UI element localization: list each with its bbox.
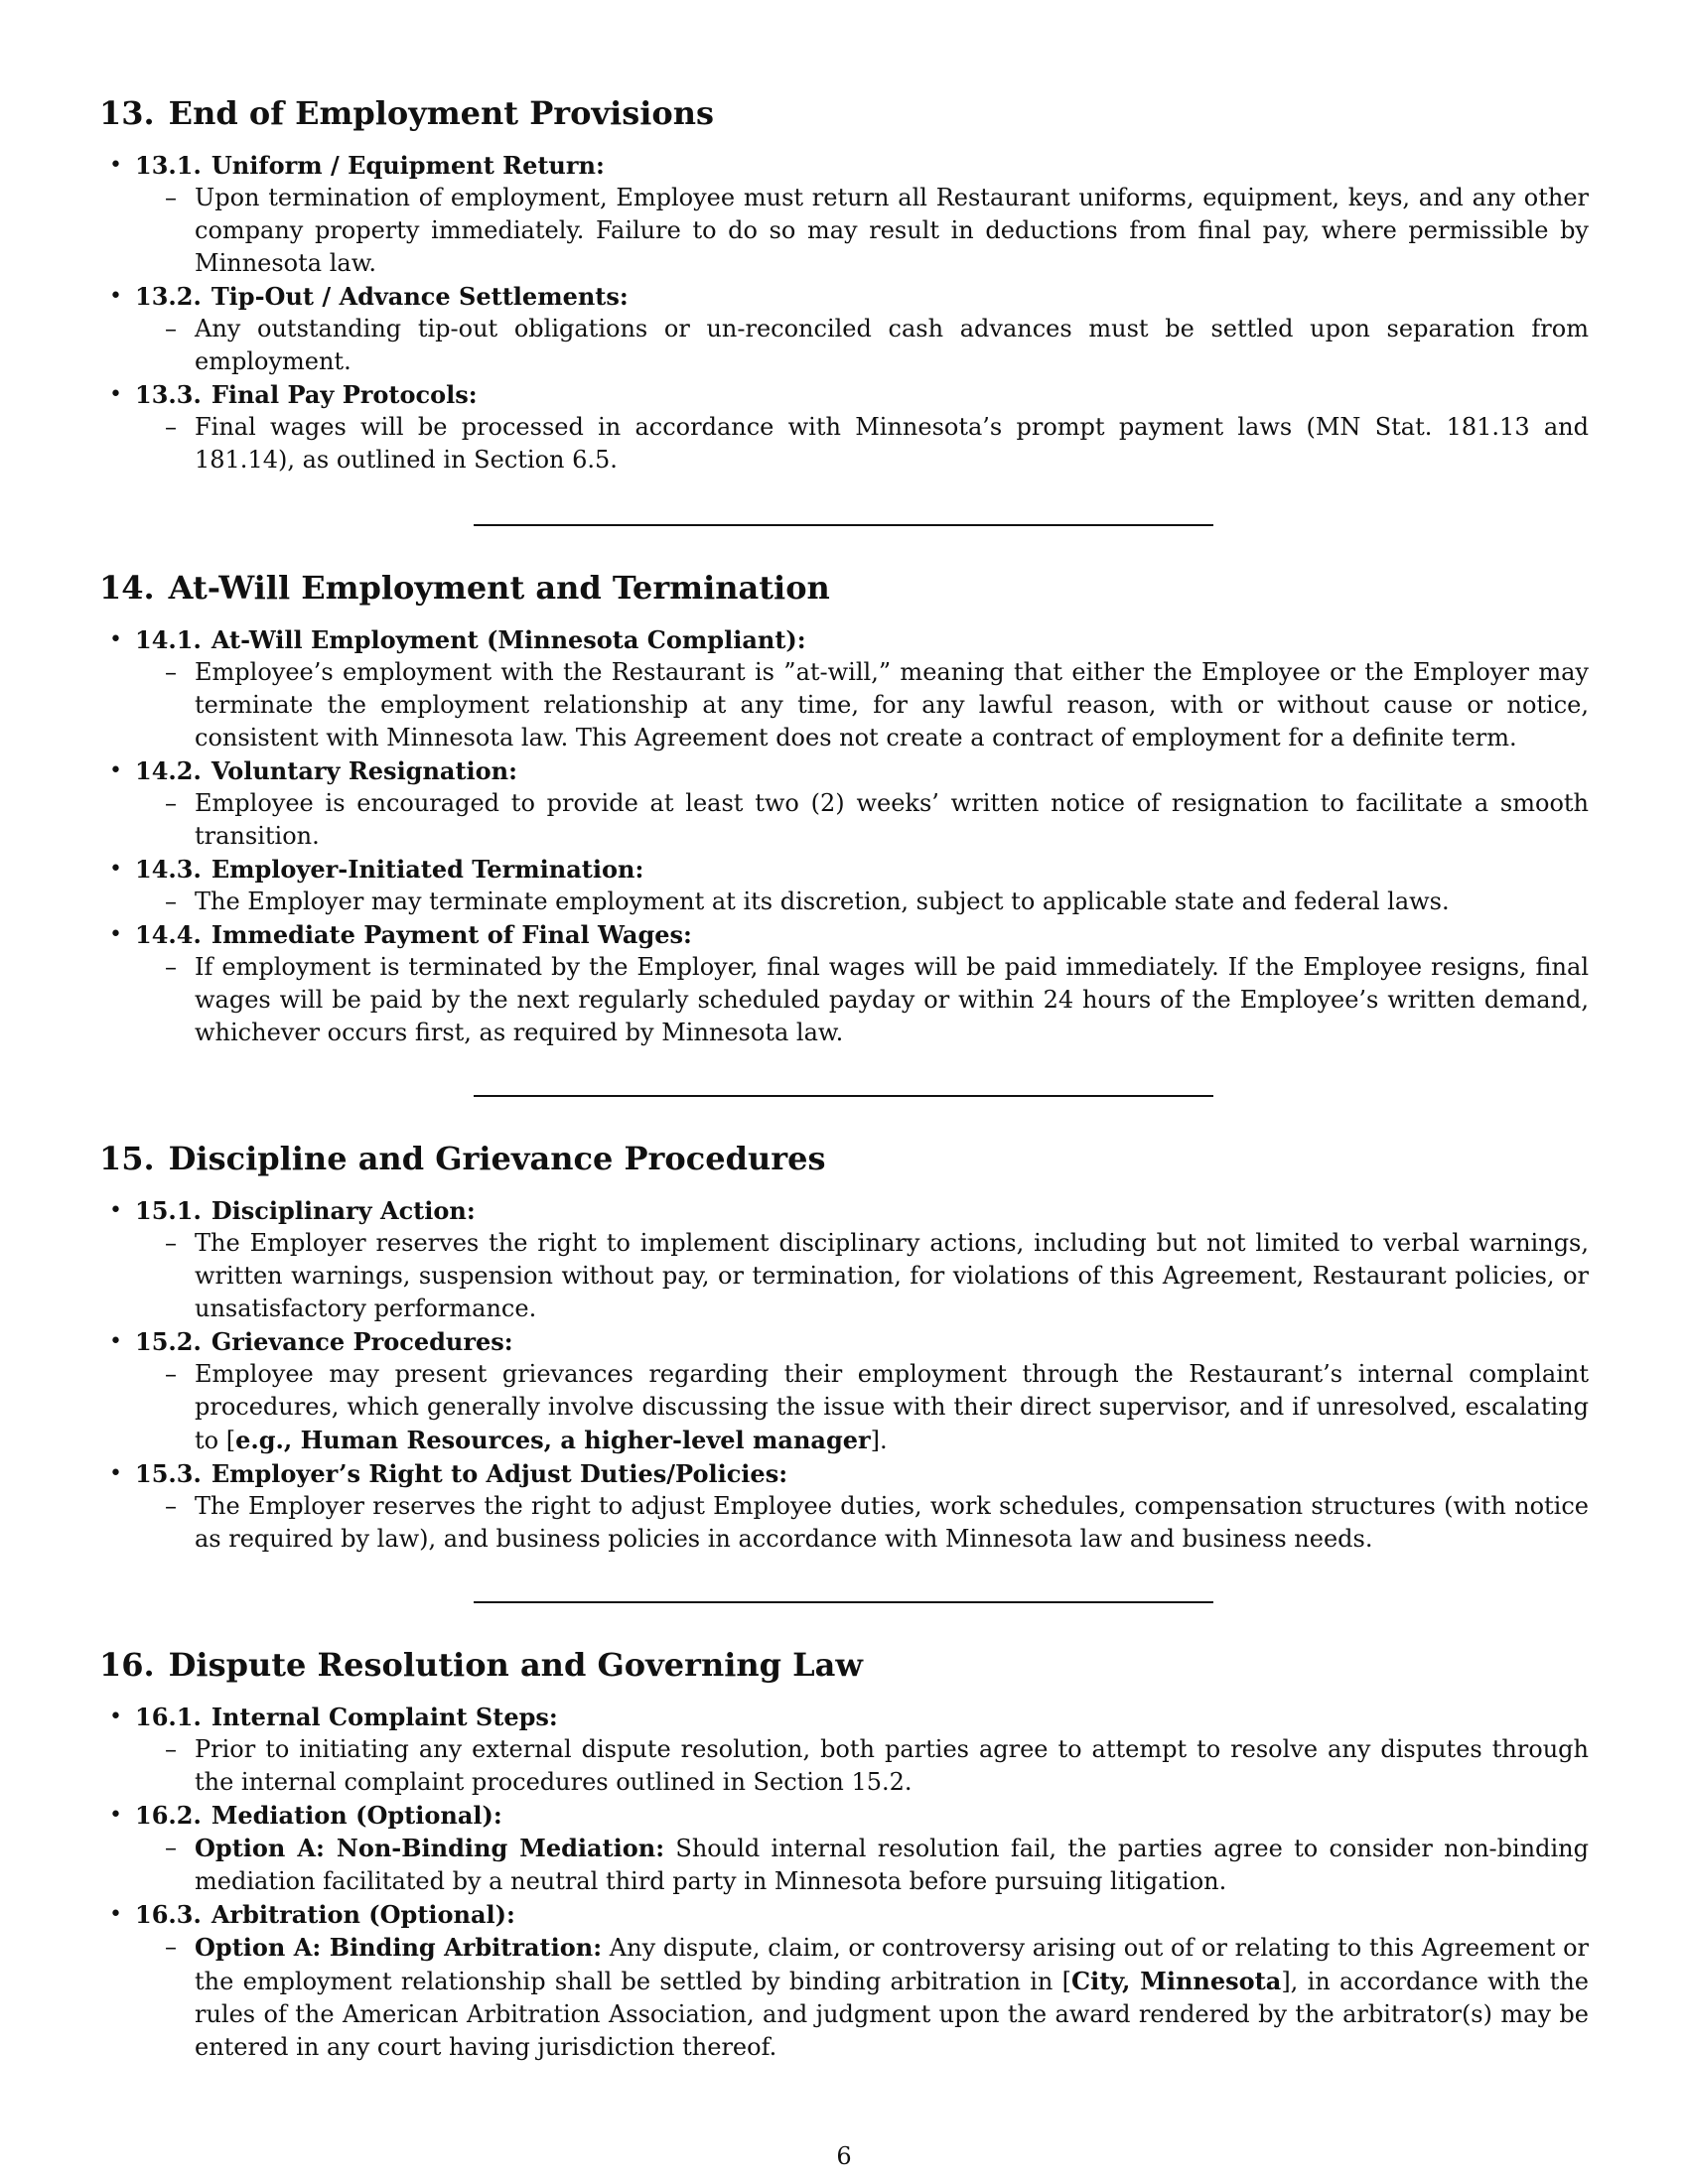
bullet-icon: • [109,1902,122,1927]
section-title: Dispute Resolution and Governing Law [168,1646,863,1684]
section-number: 15. [99,1140,155,1177]
item-text [165,1931,1590,2064]
bullet-icon: • [109,758,122,783]
list-item [109,754,1589,853]
item-number: 16.2. [135,1801,202,1830]
dash-icon: – [165,953,177,981]
item-text [165,886,1589,918]
item-number: 16.3. [135,1900,202,1929]
dash-icon: – [165,413,177,441]
item-title: Uniform / Equipment Return: [211,151,605,180]
item-body: Final wages will be processed in accordance with Minnesota’s prompt payment laws (MN Stat. 181.13 and 181.14), as outlined in Section 6.5. [195,413,1589,474]
bullet-icon: • [109,153,122,178]
item-text [165,1733,1589,1799]
item-title: Disciplinary Action: [211,1196,476,1225]
item-body: Upon termination of employment, Employee must return all Restaurant uniforms, equipment, keys, and any other company property immediately. Failure to do so may result in deductions from final pay, where permissible by Minnesota law. [195,184,1589,277]
section-number: 14. [99,569,155,607]
bullet-icon: • [109,284,122,309]
item-number: 14.3. [135,855,202,884]
list-item [109,378,1589,477]
list-item [109,853,1589,918]
bullet-icon: • [109,1803,122,1828]
item-body: The Employer reserves the right to adjust Employee duties, work schedules, compensation structures (with notice as required by law), and business policies in accordance with Minnesota law and business needs. [195,1492,1589,1553]
item-number: 14.2. [135,756,202,785]
dash-icon: – [165,1360,177,1388]
item-body-end: ], in accordance with the rules of the American Arbitration Association, and judgment upon the award rendered by the arbitrator(s) may be entered in any court having jurisdiction thereof. [195,1968,1589,2061]
item-title: Immediate Payment of Final Wages: [211,920,692,949]
option-label: Option A: Binding Arbitration: [195,1933,603,1962]
item-title: Internal Complaint Steps: [211,1703,558,1731]
item-body: Any outstanding tip-out obligations or un-reconciled cash advances must be settled upon separation from employment. [195,315,1589,375]
dash-icon: – [165,887,177,915]
item-text [165,1490,1589,1556]
section-heading [99,1137,1589,1180]
list-item [109,623,1589,754]
section-heading [99,91,1589,135]
section-16 [99,1643,1589,2064]
item-number: 15.3. [135,1459,202,1488]
dash-icon: – [165,1492,177,1520]
item-body-bold: City, Minnesota [1071,1967,1282,1995]
section-14 [99,566,1589,1049]
section-heading [99,566,1589,610]
item-number: 13.3. [135,380,202,409]
item-text [165,951,1589,1049]
list-item [109,1457,1589,1556]
item-body-bold: e.g., Human Resources, a higher-level manager [235,1426,871,1454]
item-title: Employer’s Right to Adjust Duties/Policies: [211,1459,788,1488]
list-item [109,1898,1590,2064]
dash-icon: – [165,789,177,817]
bullet-icon: • [109,382,122,407]
item-text [165,1227,1589,1325]
item-text [165,787,1589,853]
item-body-end: ]. [870,1427,888,1454]
dash-icon: – [165,658,177,686]
section-title: Discipline and Grievance Procedures [168,1140,826,1177]
bullet-icon: • [109,1461,122,1486]
section-15 [99,1137,1589,1556]
item-number: 14.4. [135,920,202,949]
item-title: Employer-Initiated Termination: [211,855,644,884]
item-body: Any dispute, claim, or controversy arising out of or relating to this Agreement or the employment relationship shall be settled by binding arbitration in [ [195,1934,1590,1995]
item-body: Employee’s employment with the Restaurant is ”at-will,” meaning that either the Employee or the Employer may terminate the employment relationship at any time, for any lawful reason, with or without cause or notice, consistent with Minnesota law. This Agreement does not create a contract of employment for a definite term. [195,658,1589,751]
list-item [109,1325,1589,1457]
bullet-icon: • [109,627,122,652]
dash-icon: – [165,315,177,342]
item-text [165,411,1589,477]
bullet-icon: • [109,857,122,882]
list-item [109,280,1589,378]
section-number: 13. [99,94,155,132]
item-title: Tip-Out / Advance Settlements: [211,282,629,311]
item-title: Voluntary Resignation: [211,756,517,785]
item-body: Prior to initiating any external dispute resolution, both parties agree to attempt to resolve any disputes through the internal complaint procedures outlined in Section 15.2. [195,1735,1589,1796]
section-title: End of Employment Provisions [168,94,715,132]
item-title: Arbitration (Optional): [211,1900,515,1929]
item-title: Grievance Procedures: [211,1327,513,1356]
item-body: The Employer reserves the right to implement disciplinary actions, including but not limited to verbal warnings, written warnings, suspension without pay, or termination, for violations of this Agreement, Restaurant policies, or unsatisfactory performance. [195,1229,1589,1322]
bullet-icon: • [109,1329,122,1354]
item-number: 13.2. [135,282,202,311]
item-body: Should internal resolution fail, the parties agree to consider non-binding mediation facilitated by a neutral third party in Minnesota before pursuing litigation. [195,1835,1589,1895]
dash-icon: – [165,1834,177,1861]
list-item [109,1194,1589,1325]
section-divider [474,1601,1213,1603]
section-title: At-Will Employment and Termination [168,569,830,607]
item-body: If employment is terminated by the Employer, final wages will be paid immediately. If the Employee resigns, final wages will be paid by the next regularly scheduled payday or within 24 hours of the Employee’s written demand, whichever occurs first, as required by Minnesota law. [195,953,1589,1046]
item-text [165,182,1589,280]
item-text [165,1832,1589,1898]
item-number: 15.2. [135,1327,202,1356]
item-title: Mediation (Optional): [211,1801,502,1830]
section-divider [474,524,1213,526]
bullet-icon: • [109,1198,122,1223]
page-number: 6 [836,2142,852,2170]
item-number: 16.1. [135,1703,202,1731]
list-item [109,918,1589,1049]
item-number: 15.1. [135,1196,202,1225]
bullet-icon: • [109,922,122,947]
dash-icon: – [165,1933,177,1961]
item-text [165,313,1589,378]
section-13 [99,91,1589,477]
section-heading [99,1643,1589,1687]
item-title: At-Will Employment (Minnesota Compliant): [211,625,806,654]
bullet-icon: • [109,1705,122,1729]
item-title: Final Pay Protocols: [211,380,478,409]
item-body: The Employer may terminate employment at its discretion, subject to applicable state and federal laws. [195,887,1450,915]
item-number: 13.1. [135,151,202,180]
list-item [109,1799,1589,1898]
dash-icon: – [165,1735,177,1763]
section-divider [474,1095,1213,1097]
item-text [165,1358,1589,1457]
list-item [109,149,1589,280]
list-item [109,1701,1589,1799]
section-number: 16. [99,1646,155,1684]
dash-icon: – [165,1229,177,1257]
option-label: Option A: Non-Binding Mediation: [195,1834,665,1862]
item-body: Employee is encouraged to provide at least two (2) weeks’ written notice of resignation to facilitate a smooth transition. [195,789,1589,850]
item-text [165,656,1589,754]
item-number: 14.1. [135,625,202,654]
item-body: Employee may present grievances regarding their employment through the Restaurant’s internal complaint procedures, which generally involve discussing the issue with their direct supervisor, and if unresolved, escalating to [ [195,1360,1589,1454]
dash-icon: – [165,184,177,211]
